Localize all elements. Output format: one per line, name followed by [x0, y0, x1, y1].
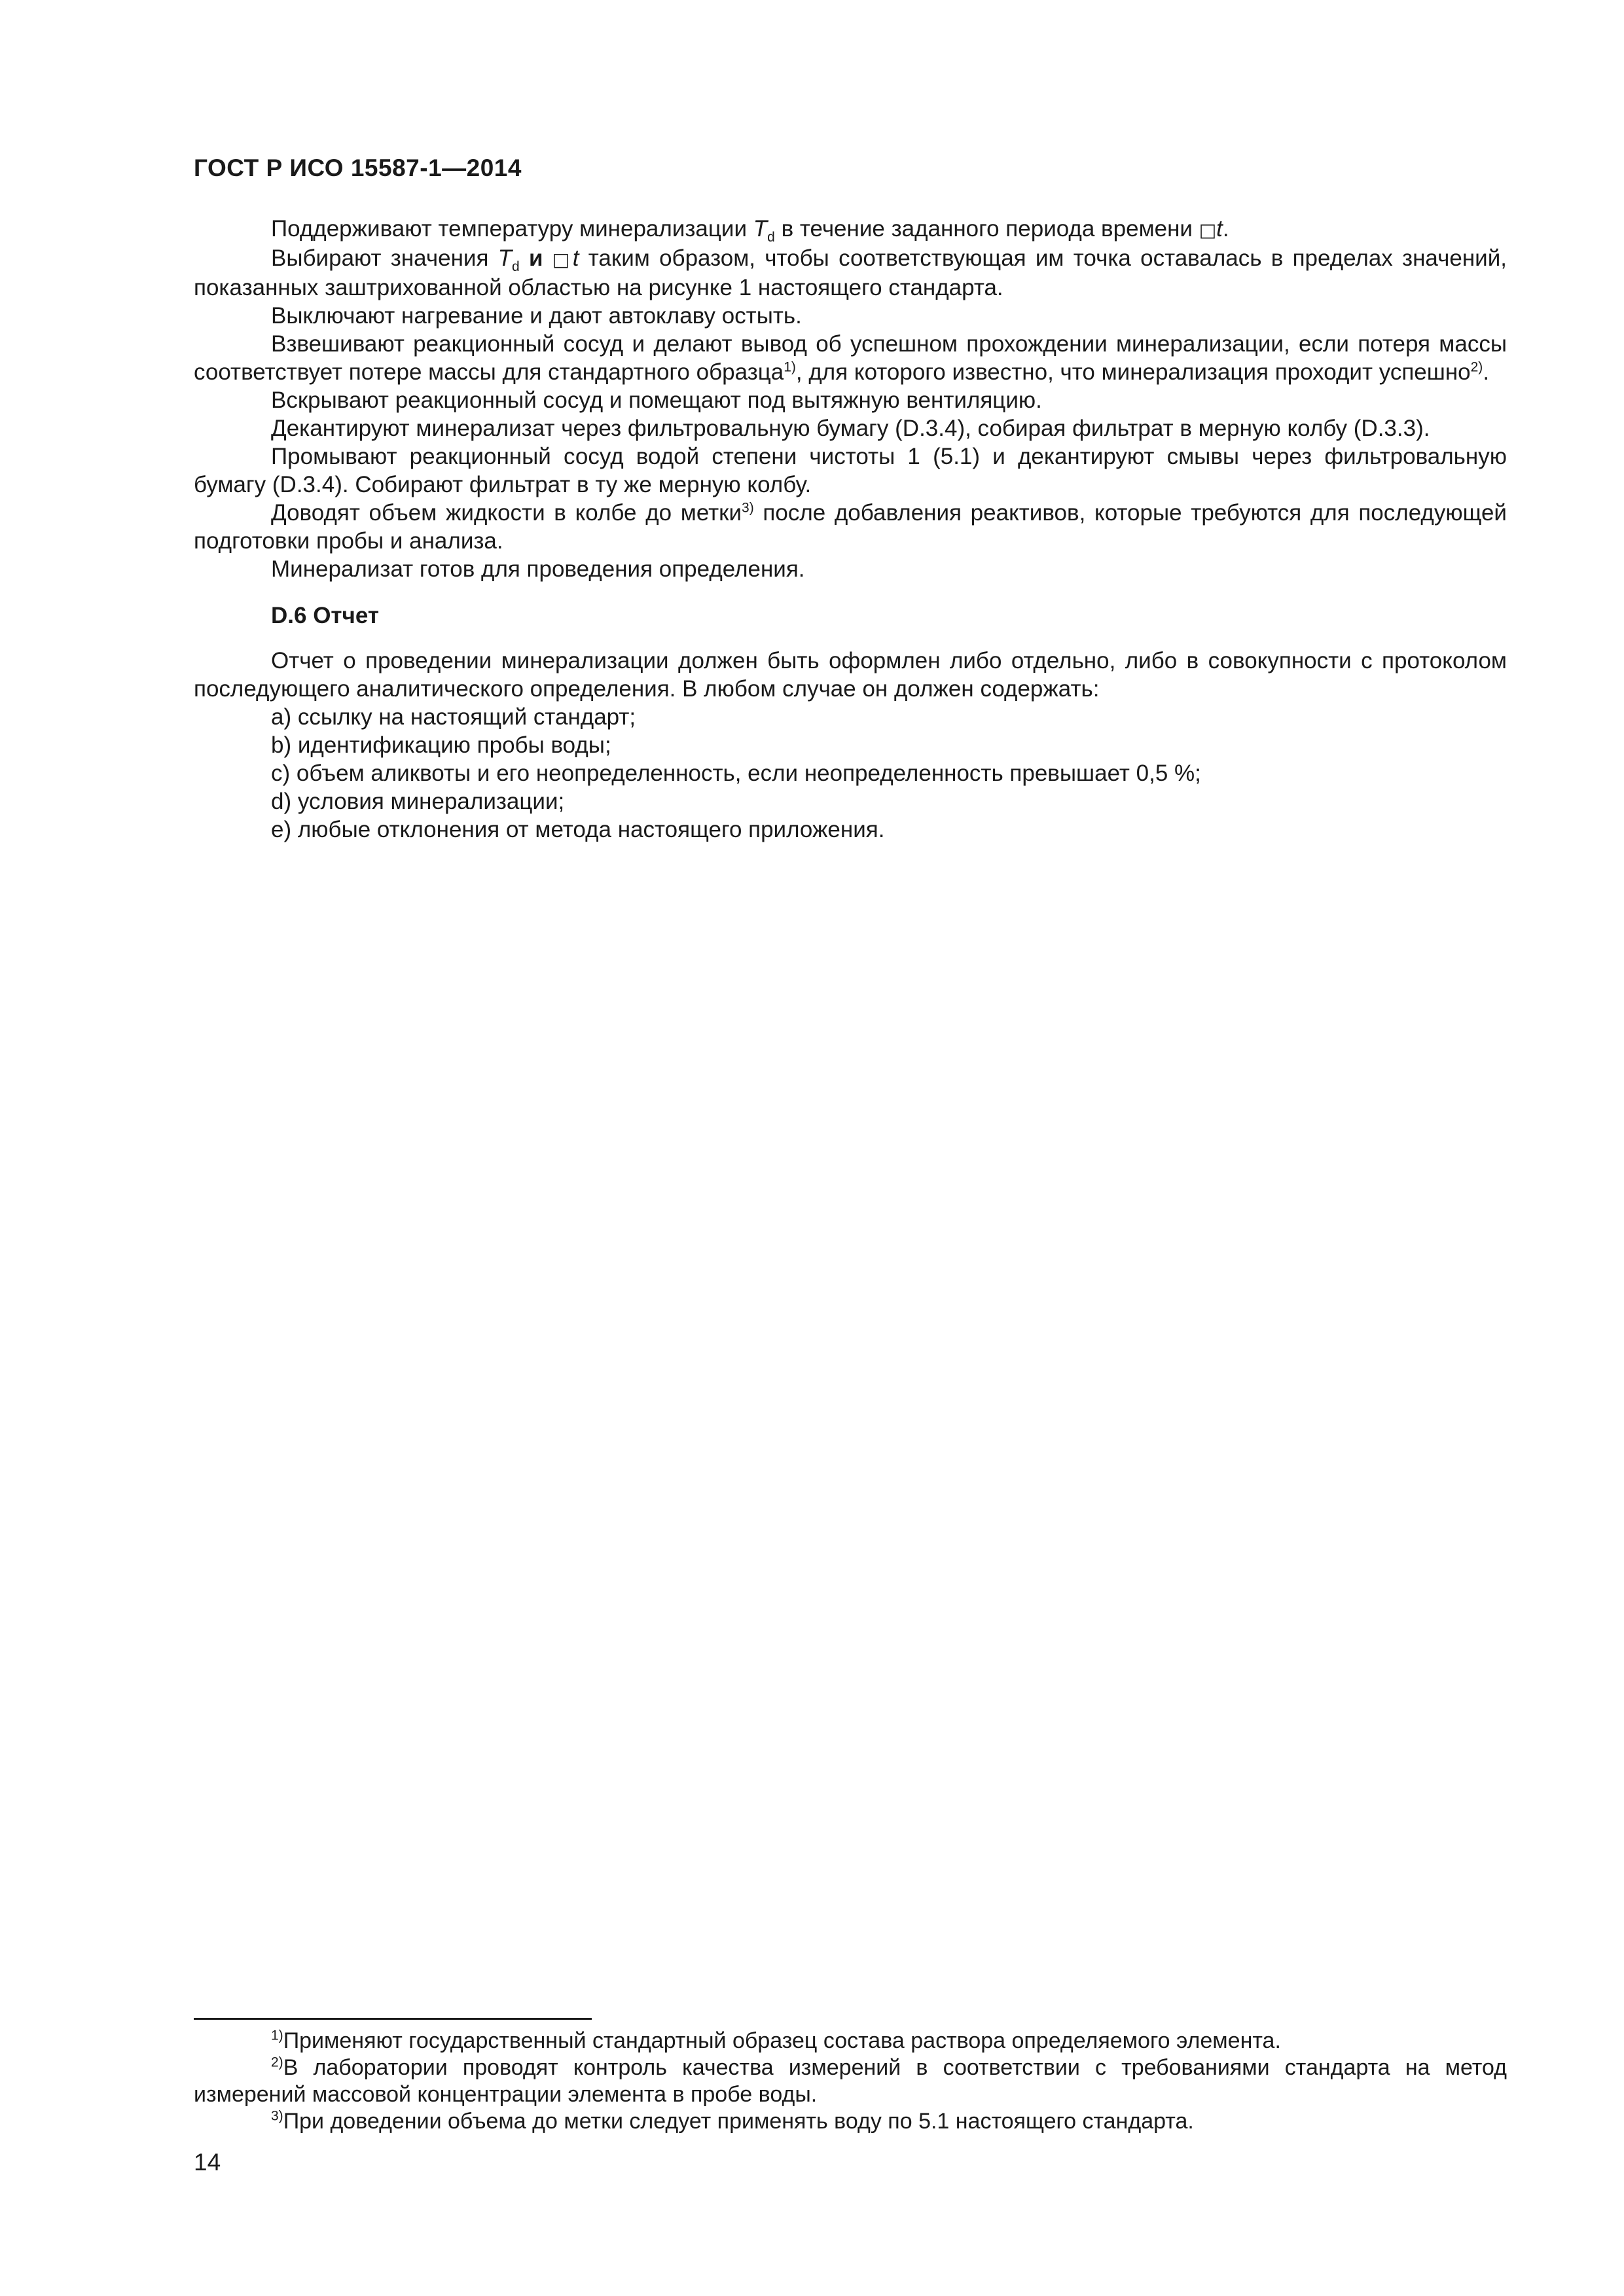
footnotes [194, 2028, 1507, 2135]
delta-symbol: □ [1199, 219, 1217, 241]
paragraph-report-intro: Отчет о проведении минерализации должен быть оформлен либо отдельно, либо в совокупности с протоколом последующего аналитического определения. В любом случае он должен содержать: [194, 648, 1507, 702]
document-body [194, 215, 1507, 844]
footnote-ref-3: 3) [742, 500, 754, 516]
footnote-3: $^{3)}$При доведении объема до метки следует применять воду по 5.1 настоящего стандарта. [271, 2108, 1194, 2134]
page-number: 14 [194, 2149, 221, 2176]
footnote-ref-2: 2) [1470, 359, 1483, 375]
paragraph-open-vessel: Вскрывают реакционный сосуд и помещают под вытяжную вентиляцию. [271, 387, 1042, 413]
footnote-divider [194, 2018, 592, 2020]
paragraph-decant: Декантируют минерализат через фильтровальную бумагу (D.3.4), собирая фильтрат в мерную колбу (D.3.3). [271, 416, 1430, 441]
list-item: e) любые отклонения от метода настоящего приложения. [271, 817, 885, 842]
paragraph-ready: Минерализат готов для проведения определения. [271, 556, 805, 582]
paragraph-rinse: Промывают реакционный сосуд водой степени чистоты 1 (5.1) и декантируют смывы через фильтровальную бумагу (D.3.4). Собирают фильтрат в ту же мерную колбу. [194, 444, 1507, 497]
footnote-2: $^{2)}$В лаборатории проводят контроль качества измерений в соответствии с требованиями стандарта на метод измерений массовой концентрации элемента в пробе воды. [194, 2054, 1507, 2107]
list-item: a) ссылку на настоящий стандарт; [271, 704, 636, 730]
document-header: ГОСТ Р ИСО 15587-1—2014 [194, 154, 522, 181]
footnote-ref-1: 1) [784, 359, 796, 375]
paragraph-weigh-vessel: Взвешивают реакционный сосуд и делают вывод об успешном прохождении минерализации, если потеря массы соответствует потере массы для стандартного образца$^{1)}$, для которого известно, что минерализация проходит успешно$^{2)}$. [194, 331, 1507, 385]
paragraph-select-values: Выбирают значения $T_d$ и □t таким образом, чтобы соответствующая им точка оставалась в пределах значений, показанных заштрихованной областью на рисунке 1 настоящего стандарта. [194, 245, 1507, 300]
section-heading: D.6 Отчет [271, 603, 380, 628]
footnote-1: $^{1)}$Применяют государственный стандартный образец состава раствора определяемого элемента. [271, 2028, 1281, 2053]
list-item: b) идентификацию пробы воды; [271, 732, 611, 758]
paragraph-maintain-temperature: Поддерживают температуру минерализации $T_d$ в течение заданного периода времени □t. [271, 216, 1229, 245]
paragraph-adjust-volume: Доводят объем жидкости в колбе до метки$^{3)}$ после добавления реактивов, которые требуются для последующей подготовки пробы и анализа. [194, 500, 1507, 554]
delta-symbol: □ [552, 249, 573, 270]
list-item: c) объем аликвоты и его неопределенность, если неопределенность превышает 0,5 %; [271, 761, 1201, 786]
paragraph-switch-off-heating: Выключают нагревание и дают автоклаву остыть. [271, 303, 802, 329]
list-item: d) условия минерализации; [271, 789, 565, 814]
